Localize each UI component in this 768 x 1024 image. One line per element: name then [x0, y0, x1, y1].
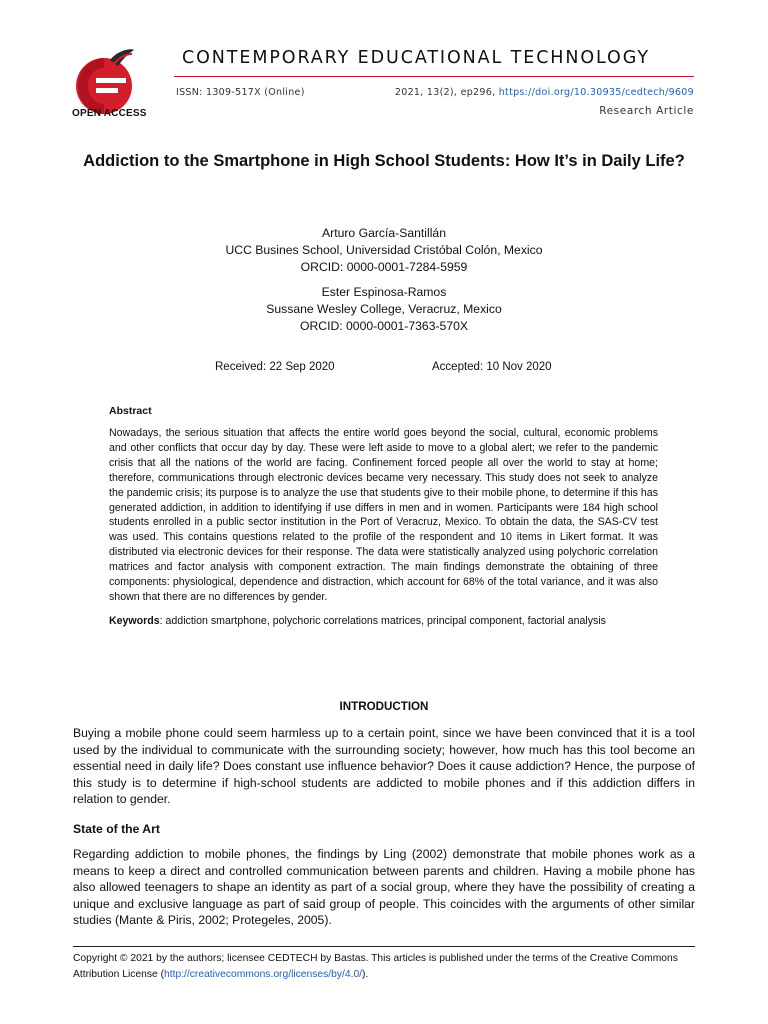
- header-divider: [174, 76, 694, 77]
- copyright-footer: [73, 951, 695, 982]
- article-title: Addiction to the Smartphone in High School Students: How It’s in Daily Life?: [83, 152, 685, 170]
- author-affiliation: Sussane Wesley College, Veracruz, Mexico: [266, 302, 502, 316]
- abstract-text: Nowadays, the serious situation that affects the entire world goes beyond the social, cultural, economic problems and other conflicts that occur day by day. These were left aside to move to a global alert; we refer to the pandemic crisis that all the nations of the world are facing. Confinement forced people all over the world to stay at home; therefore, communications through electronic devices became very necessary. This study does not seek to analyze the pandemic crisis; its purpose is to analyze the use that students give to their mobile phone, to determine if this has generated addiction, in addition to identifying if use differs in men and in women. Participants were 184 high school students enrolled in a public sector institution in the Port of Veracruz, Mexico. To obtain the data, the SAS-CV test was used. This contains questions related to the profile of the respondent and 10 items in Likert format. It was distributed via electronic devices for their response. The data were statistically analyzed using polychoric correlation matrices and factor analysis with component extraction. The main findings demonstrate the obtaining of three components: physiological, dependence and distraction, which account for 68% of the total variance, and it was also shown that there are no differences by gender.: [109, 427, 658, 603]
- author-block: [84, 284, 684, 335]
- abstract-heading: Abstract: [109, 405, 152, 417]
- open-access-label: OPEN ACCESS: [72, 108, 147, 119]
- introduction-heading: INTRODUCTION: [339, 700, 429, 713]
- received-date: Received: 22 Sep 2020: [215, 361, 335, 373]
- citation-line: [395, 87, 694, 98]
- keywords-label: Keywords: [109, 614, 160, 627]
- state-of-art-heading: State of the Art: [73, 822, 160, 836]
- citation-prefix: 2021, 13(2), ep296,: [394, 87, 499, 98]
- author-orcid: ORCID: 0000-0001-7284-5959: [300, 260, 468, 274]
- author-name: Arturo García-Santillán: [322, 226, 446, 240]
- license-link[interactable]: http://creativecommons.org/licenses/by/4.0/: [164, 968, 363, 980]
- keywords: [109, 614, 658, 629]
- author-orcid: ORCID: 0000-0001-7363-570X: [299, 319, 469, 333]
- footer-text-end: ).: [362, 968, 369, 980]
- keywords-text: : addiction smartphone, polychoric correlations matrices, principal component, factorial analysis: [159, 614, 606, 627]
- state-of-art-paragraph: Regarding addiction to mobile phones, the findings by Ling (2002) demonstrate that mobile phones work as a means to keep a direct and controlled communication between parents and children. Having a mobile phone has also allowed teenagers to shape an identity as part of a social group, where they have the possibility of creating a unique and exclusive language as part of said group of people. This coincides with the arguments of other similar studies (Mante & Piris, 2002; Protegeles, 2005).: [73, 847, 695, 928]
- accepted-date: Accepted: 10 Nov 2020: [432, 361, 552, 373]
- issn: ISSN: 1309-517X (Online): [176, 87, 305, 98]
- author-affiliation: UCC Busines School, Universidad Cristóbal Colón, Mexico: [225, 243, 543, 257]
- author-name: Ester Espinosa-Ramos: [321, 285, 447, 299]
- article-type: Research Article: [599, 105, 694, 117]
- doi-link[interactable]: https://doi.org/10.30935/cedtech/9609: [498, 87, 694, 98]
- journal-name: CONTEMPORARY EDUCATIONAL TECHNOLOGY: [182, 48, 650, 68]
- author-block: [84, 225, 684, 276]
- footer-text: Copyright © 2021 by the authors; licensee CEDTECH by Bastas. This articles is published under the terms of the Creative Commons Attribution License (: [73, 953, 678, 980]
- footer-divider: [73, 946, 695, 947]
- abstract-section: [109, 405, 658, 629]
- introduction-paragraph: Buying a mobile phone could seem harmless up to a certain point, since we have been convinced that it is a tool used by the individual to communicate with the surrounding society; however, how much has this tool become an essential need in daily life? Does constant use influence behavior? Does it cause addiction? Hence, the purpose of this study is to determine if high-school students are addicted to mobile phones and if this addiction differs in relation to gender.: [73, 726, 695, 807]
